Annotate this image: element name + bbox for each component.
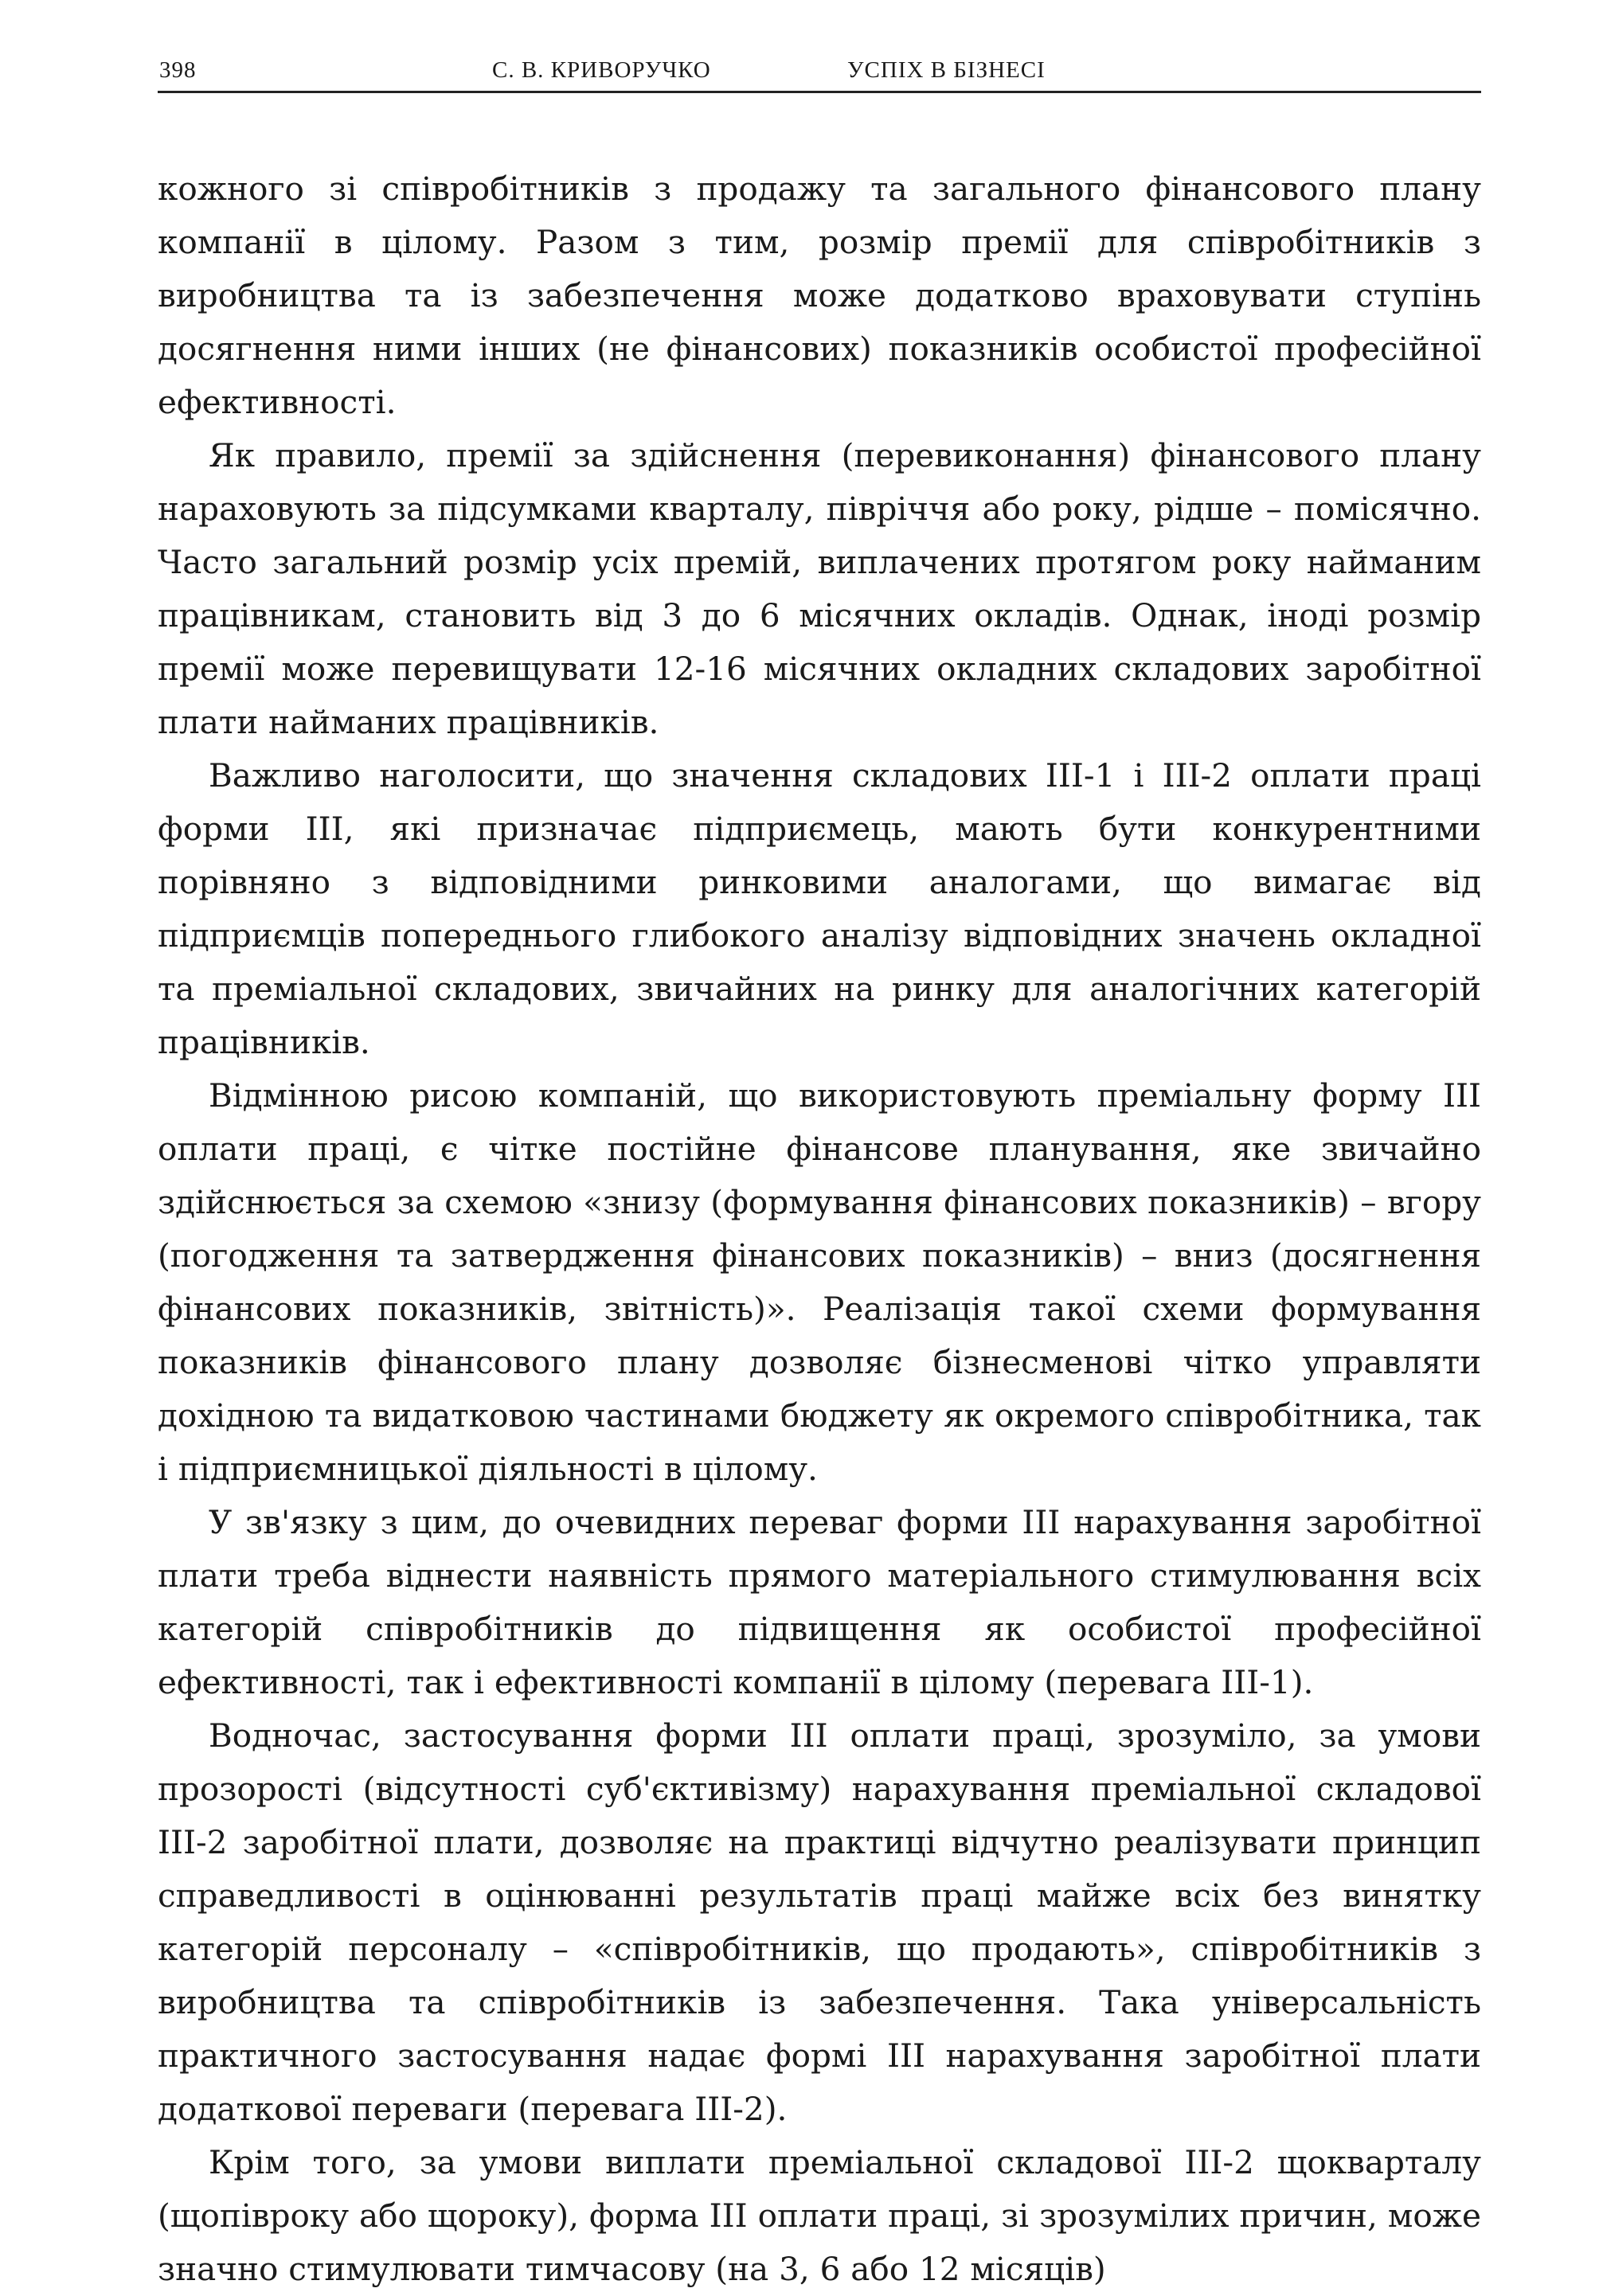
- page-number: 398: [159, 57, 197, 83]
- page-header: [158, 54, 1481, 93]
- paragraph: Водночас, застосування форми ІІІ оплати праці, зрозуміло, за умови прозорості (відсутності суб'єктивізму) нарахування преміальної складової ІІІ-2 заробітної плати, дозволяє на практиці відчутно реалізувати принцип справедливості в оцінюванні результатів праці майже всіх без винятку категорій персоналу – «співробітників, що продають», співробітників з виробництва та співробітників із забезпечення. Така універсальність практичного застосування надає формі ІІІ нарахування заробітної плати додаткової переваги (перевага ІІІ-2).: [158, 1716, 1481, 2128]
- body-text: [158, 162, 1481, 2296]
- paragraph: Як правило, премії за здійснення (перевиконання) фінансового плану нараховують за підсумками кварталу, півріччя або року, рідше – помісячно. Часто загальний розмір усіх премій, виплачених протягом року найманим працівникам, становить від 3 до 6 місячних окладів. Однак, іноді розмір премії може перевищувати 12-16 місячних окладних складових заробітної плати найманих працівників.: [158, 436, 1481, 741]
- paragraph: Крім того, за умови виплати преміальної складової ІІІ-2 щокварталу (щопівроку або щороку), форма ІІІ оплати праці, зі зрозумілих причин, може значно стимулювати тимчасову (на 3, 6 або 12 місяців): [158, 2143, 1481, 2288]
- paragraph: Відмінною рисою компаній, що використовують преміальну форму ІІІ оплати праці, є чітке постійне фінансове планування, яке звичайно здійснюється за схемою «знизу (формування фінансових показників) – вгору (погодження та затвердження фінансових показників) – вниз (досягнення фінансових показників, звітність)». Реалізація такої схеми формування показників фінансового плану дозволяє бізнесменові чітко управляти дохідною та видатковою частинами бюджету як окремого співробітника, так і підприємницької діяльності в цілому.: [158, 1076, 1481, 1488]
- paragraph: У зв'язку з цим, до очевидних переваг форми ІІІ нарахування заробітної плати треба віднести наявність прямого матеріального стимулювання всіх категорій співробітників до підвищення як особистої професійної ефективності, так і ефективності компанії в цілому (перевага ІІІ-1).: [158, 1503, 1481, 1701]
- paragraph: кожного зі співробітників з продажу та загального фінансового плану компанії в цілому. Разом з тим, розмір премії для співробітників з виробництва та із забезпечення може додатково враховувати ступінь досягнення ними інших (не фінансових) показників особистої професійної ефективності.: [158, 170, 1481, 421]
- header-author: С. В. КРИВОРУЧКО: [492, 57, 711, 83]
- header-book-title: УСПІХ В БІЗНЕСІ: [847, 57, 1046, 83]
- paragraph: Важливо наголосити, що значення складових ІІІ-1 і ІІІ-2 оплати праці форми ІІІ, які призначає підприємець, мають бути конкурентними порівняно з відповідними ринковими аналогами, що вимагає від підприємців попереднього глибокого аналізу відповідних значень окладної та преміальної складових, звичайних на ринку для аналогічних категорій працівників.: [158, 756, 1481, 1061]
